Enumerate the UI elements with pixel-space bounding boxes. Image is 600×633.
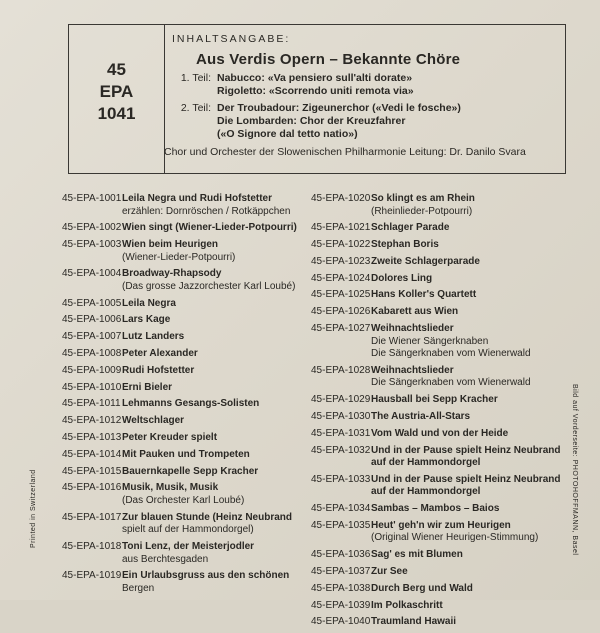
entry-subtitle: (Wiener-Lieder-Potpourri) xyxy=(122,251,236,263)
entry-code: 45-EPA-1006 xyxy=(62,314,122,326)
entry-text xyxy=(371,616,566,629)
entry-text xyxy=(371,323,566,361)
entry-subtitle: (Das grosse Jazzorchester Karl Loubé) xyxy=(122,280,296,292)
entry-title: Lars Kage xyxy=(122,314,171,326)
entry-subtitle: (Original Wiener Heurigen-Stimmung) xyxy=(371,532,539,544)
part-2-number: 2. Teil: xyxy=(180,102,211,114)
entry-text xyxy=(122,415,312,428)
catalog-entry xyxy=(311,394,566,407)
entry-code: 45-EPA-1032 xyxy=(311,444,371,456)
entry-text xyxy=(371,306,566,319)
entry-text xyxy=(122,193,312,218)
contents-label: INHALTSANGABE: xyxy=(172,33,291,45)
entry-code: 45-EPA-1025 xyxy=(311,289,371,301)
catalog-entry xyxy=(62,239,312,264)
entry-text xyxy=(122,239,312,264)
entry-title: Weihnachtslieder xyxy=(371,323,454,335)
entry-text xyxy=(371,411,566,424)
entry-title: Ein Urlaubsgruss aus den schönen xyxy=(122,570,290,582)
entry-code: 45-EPA-1022 xyxy=(311,239,371,251)
entry-code: 45-EPA-1002 xyxy=(62,222,122,234)
catalog-line-1: 45 xyxy=(107,60,126,79)
entry-text xyxy=(371,566,566,579)
entry-text xyxy=(371,549,566,562)
entry-title: Weltschlager xyxy=(122,415,185,427)
entry-title: Vom Wald und von der Heide xyxy=(371,427,509,439)
catalog-entry xyxy=(62,466,312,479)
entry-title: So klingt es am Rhein xyxy=(371,193,475,204)
entry-title: Peter Kreuder spielt xyxy=(122,432,218,444)
entry-title: Toni Lenz, der Meisterjodler xyxy=(122,541,255,553)
entry-title: Zur blauen Stunde (Heinz Neubrand xyxy=(122,511,293,523)
entry-title: Sag' es mit Blumen xyxy=(371,549,463,561)
entry-title: Hausball bei Sepp Kracher xyxy=(371,394,498,406)
entry-title: Dolores Ling xyxy=(371,272,433,284)
catalog-entry xyxy=(311,365,566,390)
entry-text xyxy=(371,583,566,596)
catalog-entry xyxy=(311,503,566,516)
entry-text xyxy=(122,570,312,595)
entry-text xyxy=(371,273,566,286)
catalog-entry xyxy=(311,411,566,424)
entry-text xyxy=(122,541,312,566)
entry-text xyxy=(122,512,312,537)
entry-code: 45-EPA-1039 xyxy=(311,599,371,611)
entry-title: Stephan Boris xyxy=(371,239,439,251)
entry-code: 45-EPA-1012 xyxy=(62,415,122,427)
entry-title: The Austria-All-Stars xyxy=(371,410,471,422)
entry-text xyxy=(122,482,312,507)
entry-title: Peter Alexander xyxy=(122,348,198,360)
entry-text xyxy=(371,289,566,302)
entry-code: 45-EPA-1034 xyxy=(311,503,371,515)
entry-code: 45-EPA-1036 xyxy=(311,549,371,561)
catalog-line-3: 1041 xyxy=(97,104,136,123)
entry-text xyxy=(122,432,312,445)
catalog-entry xyxy=(62,331,312,344)
catalog-entry xyxy=(62,449,312,462)
catalog-entry xyxy=(62,298,312,311)
entry-title: Heut' geh'n wir zum Heurigen xyxy=(371,519,511,531)
entry-title: Broadway-Rhapsody xyxy=(122,268,222,280)
catalog-entry xyxy=(62,365,312,378)
photo-credit: Bild auf Vorderseite: PHOTOHOFFMANN, Basel xyxy=(571,384,578,556)
catalog-entry xyxy=(311,566,566,579)
catalog-entry xyxy=(62,432,312,445)
entry-subtitle: spielt auf der Hammondorgel) xyxy=(122,524,254,536)
entry-code: 45-EPA-1019 xyxy=(62,570,122,582)
entry-text xyxy=(122,331,312,344)
entry-text xyxy=(371,365,566,390)
entry-title: Leila Negra xyxy=(122,297,176,309)
catalog-entry xyxy=(311,256,566,269)
catalog-entry xyxy=(311,520,566,545)
catalog-entry xyxy=(62,193,312,218)
catalog-entry xyxy=(311,600,566,613)
entry-text xyxy=(371,239,566,252)
catalog-entry xyxy=(62,570,312,595)
catalog-entry xyxy=(62,512,312,537)
entry-text xyxy=(371,256,566,269)
entry-title: auf der Hammondorgel xyxy=(371,457,481,469)
printed-in-note: Printed in Switzerland xyxy=(30,469,37,548)
entry-text xyxy=(122,382,312,395)
catalog-entry xyxy=(62,314,312,327)
catalog-entry xyxy=(311,474,566,499)
entry-code: 45-EPA-1028 xyxy=(311,364,371,376)
entry-code: 45-EPA-1027 xyxy=(311,323,371,335)
entry-code: 45-EPA-1031 xyxy=(311,427,371,439)
entry-code: 45-EPA-1001 xyxy=(62,193,122,204)
entry-text xyxy=(122,398,312,411)
entry-title: Und in der Pause spielt Heinz Neubrand xyxy=(371,444,561,456)
part-1-line-2: Rigoletto: «Scorrendo uniti remota via» xyxy=(217,85,414,97)
entry-code: 45-EPA-1035 xyxy=(311,519,371,531)
entry-code: 45-EPA-1010 xyxy=(62,381,122,393)
catalog-entry xyxy=(62,382,312,395)
entry-text xyxy=(371,193,566,218)
part-2-line-1: Der Troubadour: Zigeunerchor («Vedi le fosche») xyxy=(217,102,461,114)
entry-subtitle: Bergen xyxy=(122,582,155,594)
album-title: Aus Verdis Opern – Bekannte Chöre xyxy=(196,51,461,68)
entry-title: Im Polkaschritt xyxy=(371,599,443,611)
catalog-entry xyxy=(311,445,566,470)
entry-code: 45-EPA-1029 xyxy=(311,394,371,406)
catalog-entry xyxy=(62,348,312,361)
entry-title: Wien singt (Wiener-Lieder-Potpourri) xyxy=(122,222,297,234)
entry-text xyxy=(122,222,312,235)
entry-text xyxy=(371,503,566,516)
entry-text xyxy=(371,222,566,235)
entry-title: Durch Berg und Wald xyxy=(371,582,473,594)
entry-code: 45-EPA-1015 xyxy=(62,465,122,477)
entry-subtitle: Die Sängerknaben vom Wienerwald xyxy=(371,348,531,360)
part-2-line-3: («O Signore dal tetto natio») xyxy=(217,128,358,140)
entry-code: 45-EPA-1040 xyxy=(311,616,371,628)
entry-title: Lutz Landers xyxy=(122,331,185,343)
entry-code: 45-EPA-1037 xyxy=(311,566,371,578)
entry-title: auf der Hammondorgel xyxy=(371,486,481,498)
entry-code: 45-EPA-1033 xyxy=(311,473,371,485)
catalog-entry xyxy=(62,222,312,235)
entry-text xyxy=(371,520,566,545)
entry-title: Wien beim Heurigen xyxy=(122,239,219,251)
catalog-entry xyxy=(311,239,566,252)
entry-title: Leila Negra und Rudi Hofstetter xyxy=(122,193,273,204)
entry-text xyxy=(371,394,566,407)
part-2 xyxy=(167,102,557,141)
entry-text xyxy=(371,428,566,441)
catalog-list-right xyxy=(311,193,566,633)
entry-title: Rudi Hofstetter xyxy=(122,364,195,376)
entry-code: 45-EPA-1038 xyxy=(311,582,371,594)
catalog-entry xyxy=(311,616,566,629)
entry-title: Lehmanns Gesangs-Solisten xyxy=(122,398,260,410)
entry-subtitle: aus Berchtesgaden xyxy=(122,553,209,565)
entry-code: 45-EPA-1018 xyxy=(62,541,122,553)
entry-title: Weihnachtslieder xyxy=(371,364,454,376)
catalog-number xyxy=(69,59,164,125)
catalog-entry xyxy=(311,583,566,596)
catalog-list-left xyxy=(62,193,312,600)
entry-code: 45-EPA-1003 xyxy=(62,239,122,251)
part-1-line-1: Nabucco: «Va pensiero sull'alti dorate» xyxy=(217,72,413,84)
entry-text xyxy=(122,298,312,311)
catalog-entry xyxy=(311,273,566,286)
catalog-entry xyxy=(62,415,312,428)
entry-subtitle: (Das Orchester Karl Loubé) xyxy=(122,494,245,506)
entry-code: 45-EPA-1011 xyxy=(62,398,121,410)
catalog-entry xyxy=(62,541,312,566)
entry-subtitle: (Rheinlieder-Potpourri) xyxy=(371,205,473,217)
entry-code: 45-EPA-1020 xyxy=(311,193,371,204)
entry-code: 45-EPA-1026 xyxy=(311,306,371,318)
entry-code: 45-EPA-1013 xyxy=(62,432,122,444)
catalog-line-2: EPA xyxy=(99,82,134,101)
entry-code: 45-EPA-1014 xyxy=(62,448,122,460)
entry-code: 45-EPA-1024 xyxy=(311,272,371,284)
catalog-entry xyxy=(62,268,312,293)
entry-code: 45-EPA-1030 xyxy=(311,410,371,422)
entry-code: 45-EPA-1023 xyxy=(311,255,371,267)
entry-code: 45-EPA-1017 xyxy=(62,511,122,523)
part-2-line-2: Die Lombarden: Chor der Kreuzfahrer xyxy=(217,115,406,127)
catalog-entry xyxy=(311,428,566,441)
entry-title: Und in der Pause spielt Heinz Neubrand xyxy=(371,473,561,485)
entry-code: 45-EPA-1007 xyxy=(62,331,122,343)
catalog-entry xyxy=(311,323,566,361)
entry-title: Bauernkapelle Sepp Kracher xyxy=(122,465,259,477)
entry-title: Erni Bieler xyxy=(122,381,173,393)
catalog-entry xyxy=(311,222,566,235)
part-1 xyxy=(167,72,557,98)
entry-title: Mit Pauken und Trompeten xyxy=(122,448,250,460)
performers-credit: Chor und Orchester der Slowenischen Philharmonie Leitung: Dr. Danilo Svara xyxy=(164,146,526,158)
entry-title: Musik, Musik, Musik xyxy=(122,482,219,494)
catalog-entry xyxy=(62,398,312,411)
entry-title: Schlager Parade xyxy=(371,222,450,234)
entry-text xyxy=(122,314,312,327)
catalog-entry xyxy=(62,482,312,507)
catalog-entry xyxy=(311,289,566,302)
entry-subtitle: Die Sängerknaben vom Wienerwald xyxy=(371,377,531,389)
entry-text xyxy=(122,348,312,361)
entry-title: Traumland Hawaii xyxy=(371,616,457,628)
catalog-entry xyxy=(311,193,566,218)
entry-code: 45-EPA-1005 xyxy=(62,297,122,309)
entry-title: Zur See xyxy=(371,566,408,578)
catalog-entry xyxy=(311,549,566,562)
entry-text xyxy=(122,466,312,479)
entry-text xyxy=(371,600,566,613)
entry-title: Kabarett aus Wien xyxy=(371,306,459,318)
entry-subtitle: erzählen: Dornröschen / Rotkäppchen xyxy=(122,205,291,217)
catalog-entry xyxy=(311,306,566,319)
entry-code: 45-EPA-1016 xyxy=(62,482,122,494)
entry-text xyxy=(122,449,312,462)
entry-text xyxy=(371,474,566,499)
part-1-number: 1. Teil: xyxy=(180,72,211,84)
entry-code: 45-EPA-1009 xyxy=(62,364,122,376)
entry-title: Sambas – Mambos – Baios xyxy=(371,503,500,515)
entry-code: 45-EPA-1021 xyxy=(311,222,371,234)
entry-text xyxy=(122,365,312,378)
entry-text xyxy=(371,445,566,470)
entry-title: Hans Koller's Quartett xyxy=(371,289,477,301)
entry-code: 45-EPA-1008 xyxy=(62,348,122,360)
entry-subtitle: Die Wiener Sängerknaben xyxy=(371,335,489,347)
entry-code: 45-EPA-1004 xyxy=(62,268,122,280)
entry-title: Zweite Schlagerparade xyxy=(371,255,480,267)
entry-text xyxy=(122,268,312,293)
